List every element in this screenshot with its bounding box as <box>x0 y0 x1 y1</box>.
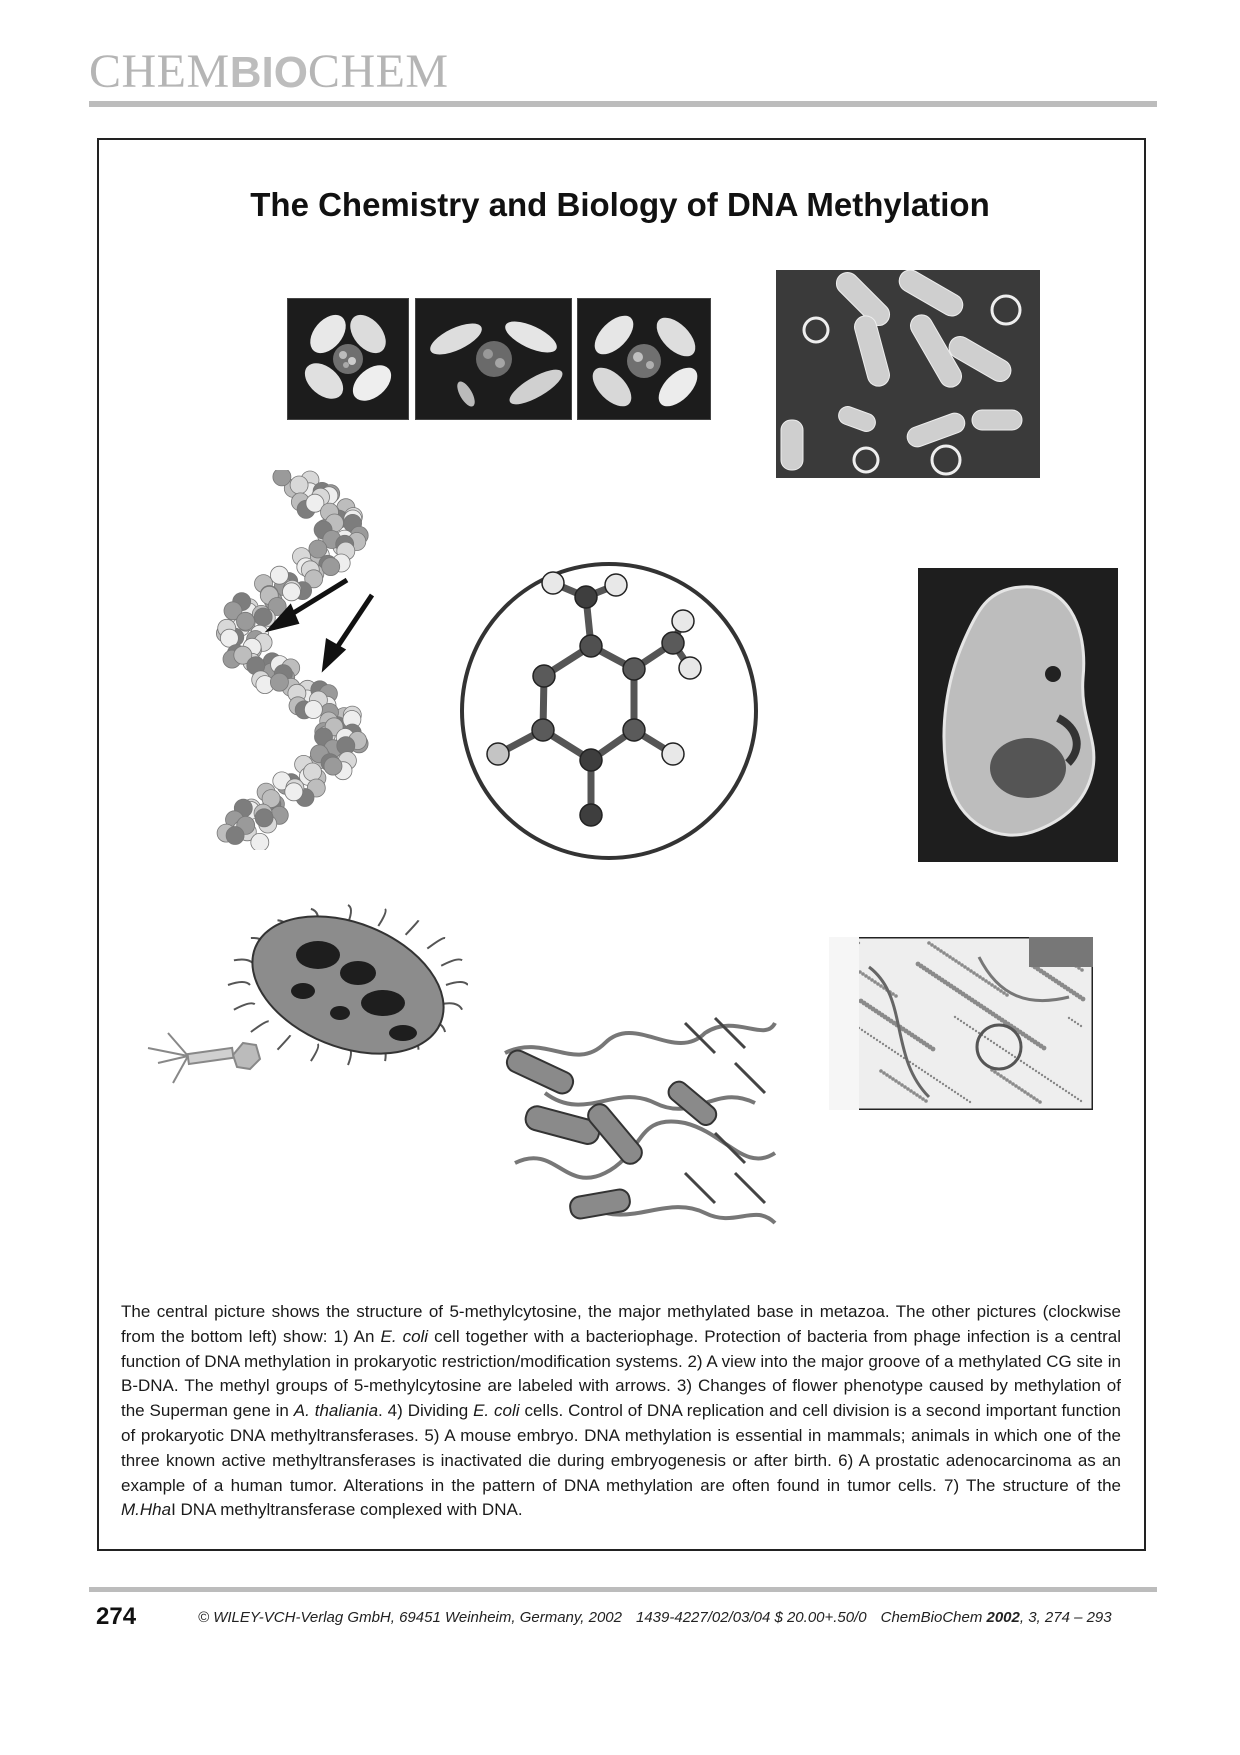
masthead-chem-2: CHEM <box>307 45 449 98</box>
dna-model-image <box>182 470 397 850</box>
caption-text-4: cells. Control of DNA replication and cell division is a second important function of prokaryotic DNA methyltransferases. 5) A mouse embryo. DNA methylation is essential in mammals; animals in which one of the three known active methyltransferases is inactivated die during embryogenesis or after birth. 6) A prostatic adenocarcinoma as an example of a human tumor. Alterations in the pattern of DNA methylation are often found in tumor cells. 7) The structure of the <box>121 1401 1122 1495</box>
ecoli-phage-image <box>128 893 468 1105</box>
masthead-chem-1: CHEM <box>89 45 230 98</box>
caption-italic-ecoli-2: E. coli <box>473 1401 520 1421</box>
caption-text-3: . 4) Dividing <box>378 1401 474 1421</box>
caption-italic-athaliania: A. thaliania <box>293 1401 379 1421</box>
header-rule <box>89 101 1157 107</box>
mouse-embryo-image <box>918 568 1118 862</box>
caption-text-5: I DNA methyltransferase complexed with DNA. <box>171 1500 523 1520</box>
adenocarcinoma-histology-image <box>829 937 1093 1110</box>
footer-volume-pages: , 3, 274 – 293 <box>1019 1609 1112 1626</box>
masthead-bio: BIO <box>229 48 308 97</box>
caption-text-2: cell together with a bacteriophage. Protection of bacteria from phage infection is a central function of DNA methylation in prokaryotic restriction/modification systems. 2) A view into the major groove of a methylated CG site in B-DNA. The methyl groups of 5-methylcytosine are labeled with arrows. 3) Changes of flower phenotype caused by methylation of the Superman gene in <box>121 1326 1121 1421</box>
methylcytosine-structure <box>458 560 760 862</box>
footer-citation <box>198 1609 1112 1626</box>
footer-journal-name: ChemBioChem <box>880 1609 987 1626</box>
footer-copyright: © WILEY-VCH-Verlag GmbH, 69451 Weinheim, Germany, 2002 <box>198 1609 622 1626</box>
page-number: 274 <box>96 1603 137 1630</box>
flower-image-2 <box>415 298 572 420</box>
mhhai-complex-image <box>485 1003 785 1243</box>
caption-text-1: The central picture shows the structure of 5-methylcytosine, the major methylated base in metazoa. The other pictures (clockwise from the bottom left) show: 1) An <box>121 1302 1121 1346</box>
flower-image-3 <box>577 298 711 420</box>
journal-masthead <box>89 45 449 98</box>
flower-image-1 <box>287 298 409 420</box>
page-title: The Chemistry and Biology of DNA Methylation <box>250 186 990 223</box>
caption-italic-mhha: M.Hha <box>121 1500 172 1520</box>
footer-issn: 1439-4227/02/03/04 $ 20.00+.50/0 <box>636 1609 867 1626</box>
caption-italic-ecoli-1: E. coli <box>380 1326 429 1346</box>
footer-year: 2002 <box>986 1609 1020 1626</box>
ecoli-cells-image <box>776 270 1040 478</box>
figure-caption <box>121 1300 1121 1523</box>
footer-rule <box>89 1587 1157 1592</box>
